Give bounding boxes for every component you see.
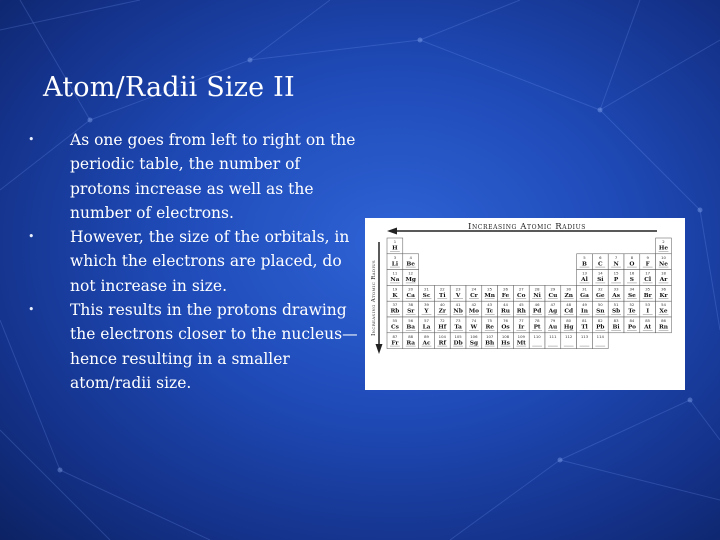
element-atomic-number: 109: [517, 333, 525, 339]
element-atomic-number: 48: [566, 302, 572, 308]
element-symbol: C: [597, 261, 603, 268]
bullet-icon: •: [28, 303, 35, 317]
element-atomic-number: 56: [408, 318, 414, 323]
element-atomic-number: 36: [661, 286, 666, 292]
element-atomic-number: 35: [645, 286, 651, 292]
element-cell: [592, 254, 608, 270]
element-atomic-number: 7: [614, 254, 618, 260]
element-symbol: Ba: [406, 324, 416, 331]
element-atomic-number: 14: [597, 270, 603, 276]
element-symbol: Xe: [659, 308, 668, 315]
element-symbol: Rn: [658, 324, 669, 331]
element-symbol: Zn: [564, 292, 573, 299]
element-cell: [656, 238, 672, 254]
element-symbol: Pt: [533, 324, 541, 331]
element-atomic-number: 114: [596, 333, 604, 339]
element-cell: [624, 285, 640, 301]
element-symbol: Ar: [659, 277, 668, 284]
element-atomic-number: 43: [487, 302, 493, 308]
element-atomic-number: 89: [424, 333, 429, 339]
element-cell: [434, 301, 450, 317]
element-cell: [403, 270, 419, 286]
element-symbol: S: [629, 277, 634, 284]
element-cell: [466, 333, 482, 349]
element-atomic-number: 8: [630, 254, 634, 260]
element-cell: [419, 317, 435, 333]
element-symbol: Be: [406, 261, 415, 268]
element-cell: [387, 270, 403, 286]
element-symbol: Cs: [390, 324, 399, 331]
side-axis-label: Increasing Atomic Radius: [371, 260, 377, 336]
element-cell: [482, 301, 498, 317]
element-cell: [466, 285, 482, 301]
element-symbol: Kr: [659, 292, 668, 299]
element-cell: [419, 285, 435, 301]
element-atomic-number: 25: [487, 286, 493, 292]
element-symbol: Tc: [486, 308, 494, 315]
element-cell: [434, 317, 450, 333]
element-symbol: H: [392, 245, 398, 252]
element-atomic-number: 112: [565, 333, 573, 339]
element-cell: [513, 317, 529, 333]
element-symbol: Hf: [438, 324, 447, 331]
element-symbol: P: [613, 277, 619, 284]
element-atomic-number: 38: [408, 302, 414, 308]
element-cell: [466, 301, 482, 317]
element-cell: [624, 301, 640, 317]
element-cell: [561, 301, 577, 317]
element-atomic-number: 44: [503, 302, 508, 308]
element-cell: [387, 333, 403, 349]
bullet-list: [28, 128, 363, 395]
element-cell: [450, 285, 466, 301]
element-atomic-number: 31: [582, 286, 587, 292]
element-cell: [498, 301, 514, 317]
element-cell: [656, 301, 672, 317]
element-cell: [545, 317, 561, 333]
element-symbol: Db: [453, 340, 463, 347]
element-symbol: Sb: [611, 308, 621, 315]
element-symbol: Sc: [422, 292, 431, 299]
element-symbol: Zr: [438, 308, 446, 315]
element-atomic-number: 81: [582, 318, 587, 323]
element-cell: [403, 285, 419, 301]
bullet-item: [28, 128, 363, 225]
element-cell: [419, 333, 435, 349]
element-symbol: Ca: [406, 292, 415, 299]
element-cell: [561, 285, 577, 301]
element-cell: [577, 317, 593, 333]
element-symbol: Tl: [581, 324, 588, 331]
element-symbol: Bi: [612, 324, 620, 331]
element-cell: [577, 270, 593, 286]
element-cell: [545, 301, 561, 317]
element-cell: [529, 317, 545, 333]
element-symbol: Ti: [439, 292, 446, 299]
element-atomic-number: 75: [487, 318, 493, 323]
element-symbol: Mo: [468, 308, 480, 315]
element-atomic-number: 34: [629, 286, 635, 292]
element-cell: [482, 285, 498, 301]
element-atomic-number: 85: [645, 318, 651, 323]
element-cell: [640, 317, 656, 333]
element-atomic-number: 15: [613, 270, 619, 276]
element-cell: [608, 285, 624, 301]
element-cell: [434, 285, 450, 301]
element-symbol: Sg: [469, 340, 479, 347]
element-atomic-number: 2: [662, 239, 665, 244]
element-symbol: Br: [643, 292, 652, 299]
element-atomic-number: 104: [438, 333, 446, 339]
element-atomic-number: 72: [439, 318, 445, 323]
element-atomic-number: 78: [534, 318, 540, 323]
element-atomic-number: 53: [645, 302, 651, 308]
element-atomic-number: 29: [550, 286, 556, 292]
element-atomic-number: 39: [424, 302, 429, 308]
element-atomic-number: 49: [582, 302, 587, 308]
element-cell: [513, 301, 529, 317]
element-atomic-number: 110: [533, 333, 541, 339]
element-atomic-number: 22: [439, 286, 445, 292]
element-atomic-number: 80: [566, 318, 572, 323]
element-symbol: Rh: [516, 308, 526, 315]
element-cell: [482, 333, 498, 349]
element-symbol: Hs: [501, 340, 510, 347]
element-cell: [608, 254, 624, 270]
element-cell: [608, 301, 624, 317]
element-cell: [513, 285, 529, 301]
element-cell: [656, 254, 672, 270]
element-symbol: Fr: [391, 340, 399, 347]
element-cell: [545, 333, 561, 349]
element-symbol: F: [645, 261, 650, 268]
element-symbol: Pd: [532, 308, 542, 315]
element-atomic-number: 54: [661, 302, 666, 308]
element-symbol: Os: [501, 324, 510, 331]
element-symbol: Hg: [563, 324, 574, 331]
element-symbol: Ta: [454, 324, 462, 331]
element-cell: [529, 301, 545, 317]
element-cell: [561, 317, 577, 333]
element-atomic-number: 33: [613, 286, 619, 292]
element-symbol: Co: [517, 292, 526, 299]
element-cell: [403, 317, 419, 333]
element-symbol: B: [582, 261, 587, 268]
element-symbol: Cd: [564, 308, 574, 315]
element-atomic-number: 76: [503, 318, 508, 323]
element-atomic-number: 88: [408, 333, 414, 339]
element-symbol: Au: [548, 324, 558, 331]
element-atomic-number: 19: [392, 286, 398, 292]
element-symbol: Re: [485, 324, 494, 331]
bullet-item: [28, 225, 363, 298]
element-symbol: Ne: [659, 261, 668, 268]
element-atomic-number: 12: [408, 270, 414, 276]
element-symbol: Sr: [407, 308, 415, 315]
element-atomic-number: 107: [486, 333, 494, 339]
element-cell: [577, 333, 593, 349]
element-atomic-number: 77: [518, 318, 524, 323]
element-cell: [656, 270, 672, 286]
element-cell: [498, 317, 514, 333]
element-atomic-number: 74: [471, 318, 477, 323]
element-atomic-number: 47: [550, 302, 556, 308]
element-cell: [640, 285, 656, 301]
element-cell: [387, 301, 403, 317]
element-symbol: He: [658, 245, 669, 252]
element-atomic-number: 16: [629, 270, 635, 276]
element-cell: [498, 333, 514, 349]
element-atomic-number: 26: [503, 286, 508, 292]
element-cell: [545, 285, 561, 301]
element-cell: [450, 333, 466, 349]
element-symbol: As: [612, 292, 620, 299]
element-cell: [656, 285, 672, 301]
element-atomic-number: 23: [455, 286, 461, 292]
element-symbol: Ru: [500, 308, 511, 315]
element-symbol: K: [392, 292, 398, 299]
element-atomic-number: 55: [392, 318, 398, 323]
element-cell: [592, 270, 608, 286]
element-cell: [592, 333, 608, 349]
element-cell: [640, 254, 656, 270]
element-atomic-number: 9: [646, 254, 649, 260]
element-symbol: In: [581, 308, 588, 315]
element-atomic-number: 79: [550, 318, 556, 323]
element-atomic-number: 113: [580, 333, 589, 339]
element-atomic-number: 24: [471, 286, 477, 292]
element-cell: [498, 285, 514, 301]
element-symbol: Ra: [406, 340, 416, 347]
element-cell: [577, 254, 593, 270]
element-symbol: La: [422, 324, 431, 331]
element-symbol: Al: [581, 277, 588, 284]
element-cell: [577, 285, 593, 301]
element-cell: [656, 317, 672, 333]
element-atomic-number: 21: [424, 286, 429, 292]
element-atomic-number: 106: [470, 333, 478, 339]
element-cell: [450, 301, 466, 317]
element-atomic-number: 87: [392, 333, 398, 339]
element-cell: [403, 301, 419, 317]
element-atomic-number: 11: [392, 270, 398, 276]
element-atomic-number: 73: [455, 318, 461, 323]
element-symbol: Cl: [644, 277, 652, 284]
bullet-icon: •: [28, 230, 35, 244]
element-symbol: Si: [597, 277, 604, 284]
element-cell: [529, 285, 545, 301]
element-atomic-number: 108: [501, 333, 510, 339]
element-cell: [624, 317, 640, 333]
element-symbol: Sn: [596, 308, 605, 315]
element-symbol: I: [646, 308, 650, 315]
element-cell: [529, 333, 545, 349]
element-atomic-number: 30: [566, 286, 572, 292]
element-cell: [624, 270, 640, 286]
element-symbol: Na: [390, 277, 400, 284]
element-atomic-number: 17: [645, 270, 651, 276]
element-symbol: Mt: [516, 340, 526, 347]
element-cell: [403, 333, 419, 349]
element-atomic-number: 5: [583, 254, 586, 260]
element-atomic-number: 10: [661, 254, 666, 260]
element-atomic-number: 20: [408, 286, 414, 292]
element-atomic-number: 6: [599, 254, 602, 260]
bullet-text: However, the size of the orbitals, in which the electrons are placed, do not increase in size.: [70, 228, 350, 295]
element-atomic-number: 52: [629, 302, 635, 308]
element-atomic-number: 32: [597, 286, 603, 292]
element-cell: [592, 301, 608, 317]
element-cell: [608, 270, 624, 286]
bullet-item: [28, 298, 363, 395]
element-cell: [640, 301, 656, 317]
element-atomic-number: 105: [454, 333, 462, 339]
element-symbol: Po: [627, 324, 636, 331]
element-symbol: Mn: [484, 292, 496, 299]
element-atomic-number: 13: [582, 270, 587, 276]
element-symbol: Y: [424, 308, 429, 315]
element-atomic-number: 4: [409, 254, 412, 260]
element-cell: [419, 301, 435, 317]
element-cell: [387, 317, 403, 333]
element-symbol: O: [629, 261, 635, 268]
element-cell: [608, 317, 624, 333]
element-symbol: Te: [628, 308, 636, 315]
element-atomic-number: 86: [661, 318, 666, 323]
bullet-text: As one goes from left to right on the periodic table, the number of protons increase as well as the number of electrons.: [70, 131, 356, 222]
element-atomic-number: 1: [393, 239, 397, 244]
element-atomic-number: 3: [393, 254, 397, 260]
bullet-text: This results in the protons drawing the electrons closer to the nucleus—hence resulting in a smaller atom/radii size.: [70, 301, 358, 392]
element-symbol: Li: [391, 261, 399, 268]
element-atomic-number: 45: [518, 302, 524, 308]
slide-title: Atom/Radii Size II: [43, 72, 295, 103]
element-atomic-number: 84: [629, 318, 635, 323]
element-symbol: Ag: [548, 308, 558, 315]
element-atomic-number: 111: [549, 333, 557, 339]
element-atomic-number: 37: [392, 302, 398, 308]
element-cell: [577, 301, 593, 317]
bullet-icon: •: [28, 133, 35, 146]
element-symbol: Ni: [533, 292, 541, 299]
element-symbol: Se: [627, 292, 636, 299]
element-symbol: Ir: [518, 324, 525, 331]
element-cell: [592, 317, 608, 333]
element-symbol: Fe: [501, 292, 510, 299]
element-symbol: V: [455, 292, 461, 299]
element-symbol: W: [470, 324, 478, 331]
element-cell: [592, 285, 608, 301]
element-cell: [450, 317, 466, 333]
element-symbol: Nb: [453, 308, 463, 315]
element-atomic-number: 57: [424, 318, 429, 323]
element-atomic-number: 83: [613, 318, 619, 323]
element-symbol: Mg: [405, 277, 416, 284]
element-cell: [434, 333, 450, 349]
element-cell: [513, 333, 529, 349]
element-atomic-number: 41: [455, 302, 461, 308]
element-symbol: Cu: [548, 292, 558, 299]
element-cell: [561, 333, 577, 349]
element-atomic-number: 27: [518, 286, 524, 292]
periodic-table-figure: [365, 218, 685, 390]
element-symbol: Rf: [438, 340, 446, 347]
element-symbol: Ac: [422, 340, 431, 347]
element-symbol: Rb: [390, 308, 400, 315]
element-symbol: Ga: [580, 292, 589, 299]
element-symbol: N: [613, 261, 619, 268]
element-cell: [387, 238, 403, 254]
element-cell: [482, 317, 498, 333]
element-cell: [640, 270, 656, 286]
element-cell: [387, 254, 403, 270]
element-atomic-number: 40: [439, 302, 445, 308]
element-atomic-number: 46: [534, 302, 540, 308]
element-symbol: Bh: [485, 340, 495, 347]
element-atomic-number: 82: [597, 318, 603, 323]
element-atomic-number: 50: [597, 302, 603, 308]
element-symbol: Pb: [596, 324, 605, 331]
element-symbol: Ge: [595, 292, 605, 299]
element-atomic-number: 18: [661, 270, 666, 276]
element-cell: [466, 317, 482, 333]
element-atomic-number: 42: [471, 302, 477, 308]
element-cell: [403, 254, 419, 270]
element-atomic-number: 28: [534, 286, 540, 292]
element-cell: [387, 285, 403, 301]
element-cell: [624, 254, 640, 270]
element-symbol: Cr: [470, 292, 478, 299]
element-atomic-number: 51: [613, 302, 619, 308]
top-axis-label: Increasing Atomic Radius: [467, 222, 587, 232]
element-symbol: At: [644, 324, 652, 331]
